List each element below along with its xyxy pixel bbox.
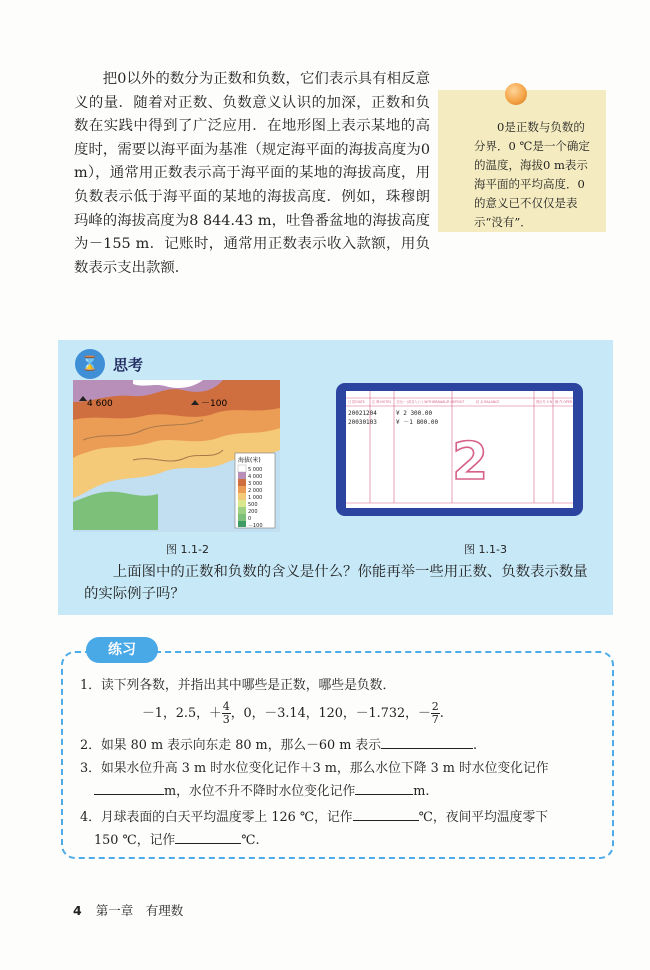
fraction-numerator: 2 [431,700,439,713]
answer-blank[interactable] [175,829,241,844]
fraction [222,701,231,726]
passbook-date: 20021204 [348,410,377,417]
passbook-header: 日 期 DATE [348,400,365,404]
passbook-header: 支出(－)或存入(＋) WITHDRAWAL/R DEPOSIT [396,400,465,404]
legend-value: 0 [248,516,252,522]
exercise-4-cont: 150 ℃，记作 [94,833,176,848]
numbers-part: －1，2.5，＋ [142,706,222,721]
legend-value: 2 000 [248,488,263,494]
exercise-3-end: m. [413,784,430,799]
legend-value: －100 [248,523,263,529]
topographic-map [73,380,280,532]
exercise-1-numbers [142,701,444,726]
sidenote [474,118,594,232]
exercise-1: 1．读下列各数，并指出其中哪些是正数，哪些是负数． [80,678,396,693]
numbers-part: . [439,706,444,721]
fraction-denominator: 7 [431,713,439,726]
bank-passbook [336,383,583,516]
passbook-header: 结 余 BALANCE [476,400,500,404]
fraction [431,701,440,726]
answer-blank[interactable] [94,780,164,795]
sidenote-text: 0是正数与负数的分界．0 ℃是一个确定的温度，海拔0 m表示海平面的平均高度．0的意义已不仅仅是表示“没有”． [474,120,590,229]
basin-label: －100 [201,399,228,409]
legend-value: 1 000 [248,495,263,501]
practice-title: 练习 [86,637,158,663]
passbook-header: 网点号 S N [536,400,552,404]
chapter-title: 第一章 有理数 [95,903,184,918]
hourglass-icon: ⌛ [75,349,105,379]
passbook-header: 注 释 NOTES [372,400,392,404]
pushpin-icon [505,83,527,105]
intro-text: 把0以外的数分为正数和负数，它们表示具有相反意义的量．随着对正数、负数意义认识的加深，正数和负数在实践中得到了广泛应用．在地形图上表示某地的高度时，需要以海平面为基准（规定海平面的海拔高度为0 m），通常用正数表示高于海平面的某地的海拔高度，用负数表示低于海平面的某地的海拔高度．例如，珠穆朗玛峰的海拔高度为8 844.43 m，吐鲁番盆地的海拔高度为－155 m．记账时，通常用正数表示收入款额，用负数表示支出款额． [74,71,430,276]
legend-value: 4 000 [248,474,263,480]
think-question [84,561,594,605]
numbers-part: ，0，－3.14，120，－1.732，－ [230,706,431,721]
legend-value: 200 [248,509,258,515]
legend-value: 500 [248,502,258,508]
passbook-amount: ¥ －1 800.00 [396,419,439,426]
figure-caption: 图 1.1-3 [464,543,507,556]
exercise-4-end: ℃. [241,833,260,848]
figure-caption: 图 1.1-2 [166,543,209,556]
legend-value: 3 000 [248,481,263,487]
exercise-4-text: 4．月球表面的白天平均温度零上 126 ℃，记作 [80,810,353,825]
exercise-2 [80,734,595,757]
think-title: 思考 [113,356,144,374]
peak-label: 4 600 [87,399,113,409]
fraction-numerator: 4 [222,700,230,713]
exercise-4-mid: ℃，夜间平均温度零下 [418,810,549,825]
exercise-2-end: . [473,738,478,753]
passbook-amount: ¥ 2 300.00 [396,410,433,417]
legend-value: 5 000 [248,467,263,473]
fraction-denominator: 3 [222,713,230,726]
passbook-date: 20030103 [348,419,377,426]
exercise-3 [80,758,595,803]
passbook-page-number: 2 [452,432,489,492]
page-number: 4 [73,903,82,918]
exercise-2-text: 2．如果 80 m 表示向东走 80 m，那么－60 m 表示 [80,738,382,753]
answer-blank[interactable] [381,734,473,749]
answer-blank[interactable] [353,806,419,821]
exercise-4 [80,806,595,852]
passbook-header: 操 作 OPER [555,400,573,404]
answer-blank[interactable] [355,780,413,795]
intro-paragraph [74,68,430,280]
think-question-text: 上面图中的正数和负数的含义是什么？你能再举一些用正数、负数表示数量的实际例子吗？ [84,564,588,602]
map-legend-title: 海拔(米) [238,457,261,464]
exercise-3-mid: m，水位不升不降时水位变化记作 [164,784,356,799]
page-footer [73,901,183,919]
exercise-3-text: 3．如果水位升高 3 m 时水位变化记作＋3 m，那么水位下降 3 m 时水位变化记作 [80,761,549,776]
